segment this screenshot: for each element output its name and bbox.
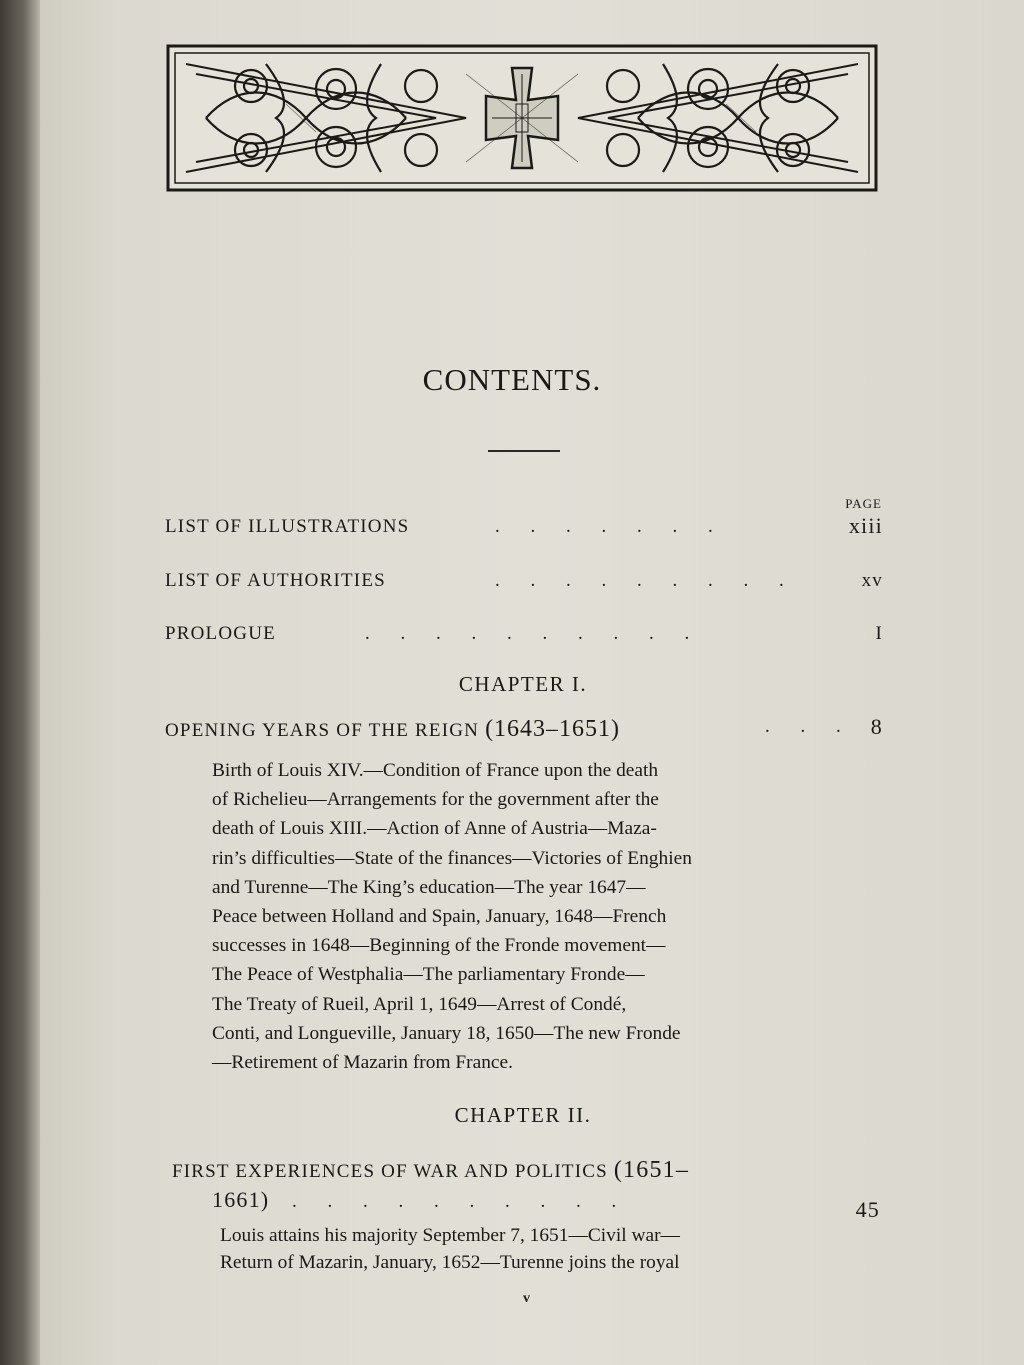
chapter-2-title xyxy=(172,1157,689,1184)
toc-entry-prologue xyxy=(165,623,883,653)
chapter-1-title-text: OPENING YEARS OF THE REIGN xyxy=(165,720,480,741)
toc-entry-illustrations xyxy=(165,513,883,546)
description-line: rin’s difficulties—State of the finances—Victories of Enghien xyxy=(212,847,692,869)
chapter-1-years: (1643–1651) xyxy=(485,716,621,742)
chapter-1-entry xyxy=(165,716,883,746)
description-line: successes in 1648—Beginning of the Fronde movement— xyxy=(212,935,666,957)
chapter-1-description xyxy=(212,756,839,1077)
chapter-2-page: 45 xyxy=(855,1197,880,1222)
description-line: Conti, and Longueville, January 18, 1650—The new Fronde xyxy=(212,1022,681,1044)
leader-dots: . . . . . . . . . . xyxy=(292,1191,617,1212)
chapter-2-years: (1651– xyxy=(613,1157,690,1183)
chapter-2-title-text: FIRST EXPERIENCES OF WAR AND POLITICS xyxy=(172,1161,608,1182)
toc-entry-page: xiii xyxy=(848,513,883,538)
toc-entry-page: I xyxy=(875,623,883,644)
chapter-2-title-cont: 1661) xyxy=(212,1187,270,1212)
chapter-1-heading: CHAPTER I. xyxy=(458,672,588,696)
toc-entry-label: LIST OF ILLUSTRATIONS xyxy=(165,516,410,537)
leader-dots: . . . . . . . . . . xyxy=(365,623,690,644)
description-line: Return of Mazarin, January, 1652—Turenne joins the royal xyxy=(220,1252,680,1273)
description-line: Louis attains his majority September 7, 1651—Civil war— xyxy=(220,1225,680,1246)
description-line: Birth of Louis XIV.—Condition of France upon the death xyxy=(212,760,659,781)
description-line: and Turenne—The King’s education—The year 1647— xyxy=(212,876,646,898)
description-line: The Treaty of Rueil, April 1, 1649—Arrest of Condé, xyxy=(212,993,627,1015)
chapter-1-page: 8 xyxy=(870,714,883,739)
leader-dots: . . . xyxy=(765,716,841,737)
ornament-header-band xyxy=(166,44,878,192)
description-line: death of Louis XIII.—Action of Anne of Austria—Maza- xyxy=(212,818,657,840)
leader-dots: . . . . . . . xyxy=(495,516,713,537)
toc-entry-label: PROLOGUE xyxy=(165,623,276,644)
toc-entry-label: LIST OF AUTHORITIES xyxy=(165,570,386,591)
description-line: of Richelieu—Arrangements for the government after the xyxy=(212,789,659,811)
toc-entry-authorities xyxy=(165,570,883,600)
title-rule xyxy=(488,450,560,452)
page-folio: v xyxy=(523,1291,530,1306)
chapter-2-description xyxy=(220,1222,834,1276)
chapter-2-heading: CHAPTER II. xyxy=(454,1103,592,1127)
page-column-header: PAGE xyxy=(845,496,882,511)
toc-entry-page: xv xyxy=(861,570,883,591)
description-line: Peace between Holland and Spain, January, 1648—French xyxy=(212,906,667,928)
description-line: The Peace of Westphalia—The parliamentary Fronde— xyxy=(212,964,645,986)
chapter-1-title xyxy=(165,716,620,743)
description-line: —Retirement of Mazarin from France. xyxy=(212,1052,513,1074)
chapter-2-entry-line2 xyxy=(212,1187,880,1222)
leader-dots: . . . . . . . . . xyxy=(495,570,784,591)
chapter-2-entry-line1 xyxy=(172,1157,880,1187)
page-title: CONTENTS. xyxy=(422,362,602,397)
